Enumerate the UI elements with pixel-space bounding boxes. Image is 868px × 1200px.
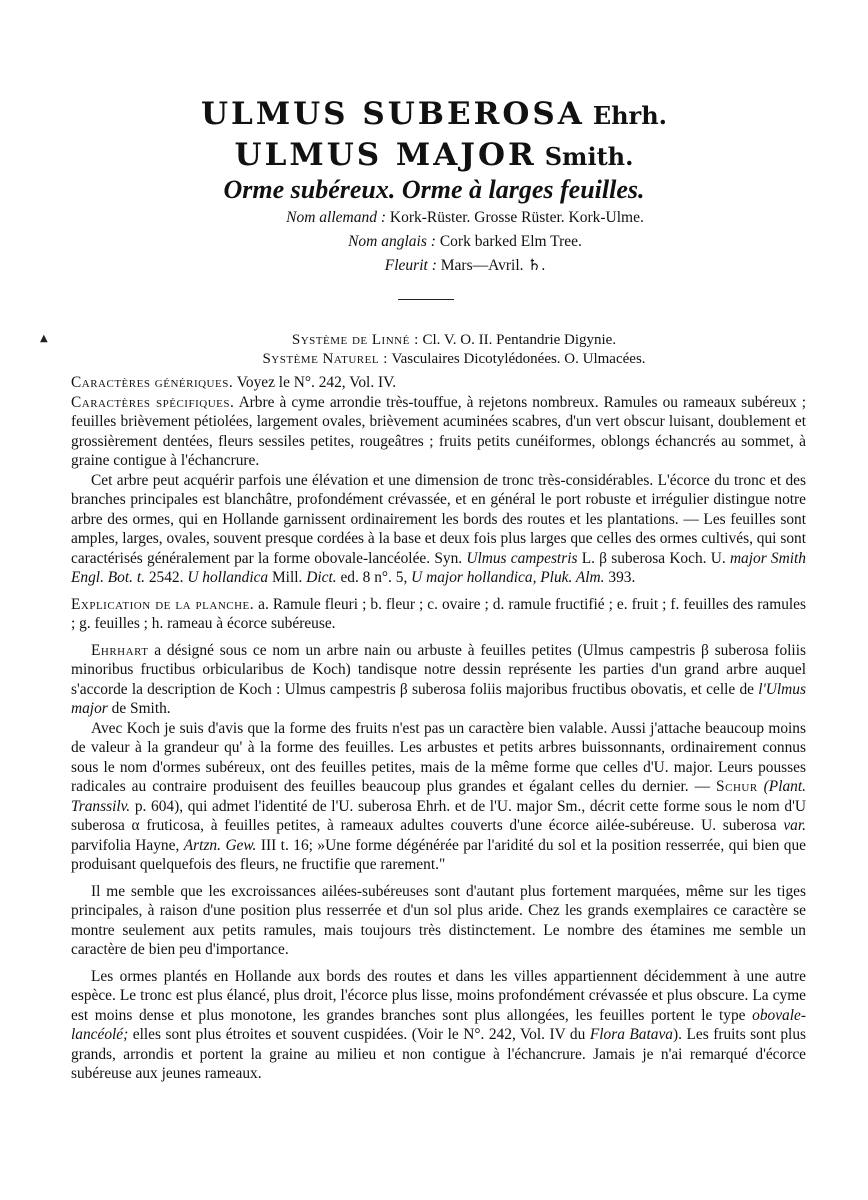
para1-text-c: 2542. bbox=[148, 569, 184, 586]
title2-name: ULMUS MAJOR bbox=[234, 137, 537, 173]
para3-italic-2: var. bbox=[783, 817, 806, 834]
para1-synonym-3: U hollandica bbox=[187, 569, 269, 586]
nom-anglais-line bbox=[205, 232, 725, 252]
para1-text-d: Mill. bbox=[271, 569, 303, 586]
margin-mark: ▲ bbox=[40, 333, 48, 344]
generiques-label: Caractères génériques. bbox=[71, 374, 234, 391]
specifiques-paragraph bbox=[71, 393, 806, 471]
explication-label: Explication de la planche. bbox=[71, 595, 255, 613]
fleurit-label: Fleurit : bbox=[384, 257, 437, 274]
para2-italic: l'Ulmus major bbox=[71, 680, 806, 717]
systeme-naturel-label: Système Naturel : bbox=[262, 351, 388, 367]
para2-text-b: de Smith. bbox=[111, 700, 171, 717]
explication-paragraph bbox=[71, 595, 806, 634]
ehrhart-paragraph bbox=[71, 641, 806, 719]
para5-italic-1: obovale-lancéolé; bbox=[71, 1006, 806, 1043]
para2-name: Ehrhart bbox=[91, 641, 149, 659]
para3-text-d: III t. 16; »Une forme dégénérée par l'aridité du sol et la position resserrée, qui bien que produisant quelquefois des fleurs, ne fructifie que rarement." bbox=[71, 836, 806, 873]
hollande-paragraph bbox=[71, 967, 806, 1084]
fleurit-value: Mars—Avril. ♄. bbox=[440, 257, 546, 274]
para1-text-e: ed. 8 n°. 5, bbox=[340, 569, 408, 586]
para3-text-c: parvifolia Hayne, bbox=[71, 836, 180, 854]
para5-text-b: elles sont plus étroites et souvent cuspidées. (Voir le N°. 242, Vol. IV du bbox=[132, 1026, 586, 1043]
koch-paragraph bbox=[71, 719, 806, 875]
nom-anglais-label: Nom anglais : bbox=[348, 233, 436, 250]
para3-italic-1: (Plant. Transsilv. bbox=[71, 778, 806, 815]
para1-synonym-2: major Smith Engl. Bot. t. bbox=[71, 549, 806, 586]
nom-allemand-label: Nom allemand : bbox=[286, 209, 386, 226]
systeme-linne-line bbox=[20, 330, 868, 350]
title1-author: Ehrh. bbox=[592, 101, 668, 130]
systeme-naturel-line bbox=[20, 349, 868, 369]
para3-italic-3: Artzn. Gew. bbox=[183, 836, 257, 854]
separator-rule bbox=[398, 299, 454, 300]
description-paragraph bbox=[71, 471, 806, 588]
explication-text: a. Ramule fleuri ; b. fleur ; c. ovaire ; d. ramule fructifié ; e. fruit ; f. feuilles des ramules ; g. feuilles ; h. rameau à écorce subéreuse. bbox=[71, 595, 806, 632]
para2-text-a: a désigné sous ce nom un arbre nain ou arbuste à feuilles petites (Ulmus campestris β suberosa foliis minoribus fructibus orbicularibus de Koch) tandisque notre dessin représente les parties d'un grand arbre auquel s'accorde la description de Koch : Ulmus campestris β suberosa foliis majoribus fructibus obovatis, et celle de bbox=[71, 641, 806, 698]
title2-author: Smith. bbox=[544, 142, 634, 171]
para5-italic-2: Flora Batava bbox=[589, 1026, 673, 1043]
systeme-linne-value: Cl. V. O. II. Pentandrie Digynie. bbox=[422, 332, 617, 348]
specifiques-label: Caractères spécifiques. bbox=[71, 393, 235, 411]
generiques-text: Voyez le N°. 242, Vol. IV. bbox=[236, 374, 397, 391]
excroissances-paragraph: Il me semble que les excroissances ailées-subéreuses sont d'autant plus fortement marquées, même sur les tiges principales, à raison d'une position plus resserrée et d'un sol plus aride. Chez les grands exemplaires ce caractère se montre seulement aux petits ramules, mais toujours très distinctement. Le nombre des étamines me semble un caractère de bien peu d'importance. bbox=[71, 882, 806, 958]
nom-allemand-line bbox=[205, 208, 725, 228]
specifiques-text: Arbre à cyme arrondie très-touffue, à rejetons nombreux. Ramules ou rameaux subéreux ; feuilles brièvement pétiolées, largement ovales, brièvement acuminées scabres, d'un vert obscur luisant, doublement et grossièrement dentées, fleurs sessiles petites, rougeâtres ; fruits petits cunéiformes, oblongs échancrés au sommet, à graine contigue à l'échancrure. bbox=[71, 393, 806, 469]
para1-text-f: 393. bbox=[608, 569, 636, 586]
para1-synonym-5: U major hollandica, Pluk. Alm. bbox=[411, 569, 605, 586]
para3-text-b: p. 604), qui admet l'identité de l'U. suberosa Ehrh. et de l'U. major Sm., décrit cette forme sous le nom d'U suberosa α fruticosa, à feuilles petites, à rameaux adultes couverts d'une écorce ailée-subéreuse. U. suberosa bbox=[71, 797, 806, 834]
systeme-naturel-value: Vasculaires Dicotylédonées. O. Ulmacées. bbox=[391, 351, 646, 367]
para1-synonym-4: Dict. bbox=[306, 569, 337, 586]
systeme-linne-label: Système de Linné : bbox=[291, 332, 419, 348]
body-text bbox=[71, 373, 806, 1084]
para5-text-c: ). Les fruits sont plus grands, arrondis et portent la graine au milieu et non contigue à l'échancrure. Jamais je n'ai remarqué d'écorce subéreuse aux jeunes rameaux. bbox=[71, 1026, 807, 1082]
para5-text-a: Les ormes plantés en Hollande aux bords des routes et dans les villes appartiennent décidemment à une autre espèce. Le tronc est plus élancé, plus droit, l'écorce plus lisse, moins profondément crévassée et plus obscure. La cyme est moins dense et plus monotone, les grandes branches sont plus allongées, les feuilles portent le type bbox=[71, 967, 806, 1024]
title-ulmus-major bbox=[0, 136, 868, 176]
para1-text-a: Cet arbre peut acquérir parfois une élévation et une dimension de tronc très-considérables. L'écorce du tronc et des branches principales est blanchâtre, profondément crévassée, et en général le port robuste et irrégulier distingue notre arbre des ormes, qui en Hollande garnissent ordinairement les bords des routes et les plantations. — Les feuilles sont amples, larges, ovales, souvent presque cordées à la base et deux fois plus larges que celles des ormes cultivés, qui sont caractérisés généralement par la forme obovale-lancéolée. Syn. bbox=[71, 471, 806, 567]
common-names: Orme subéreux. Orme à larges feuilles. bbox=[223, 175, 645, 204]
title-ulmus-suberosa bbox=[0, 95, 868, 135]
para1-text-b: L. β suberosa Koch. U. bbox=[581, 549, 726, 567]
para1-synonym-1: Ulmus campestris bbox=[466, 549, 578, 567]
title1-name: ULMUS SUBEROSA bbox=[200, 96, 585, 132]
nom-allemand-value: Kork-Rüster. Grosse Rüster. Kork-Ulme. bbox=[389, 209, 644, 226]
para3-text-a: Avec Koch je suis d'avis que la forme des fruits n'est pas un caractère bien valable. Aussi j'attache beaucoup moins de valeur à la grandeur qu' à la forme des feuilles. Les arbustes et petits arbres buissonnants, ordinairement connus sous le nom d'ormes subéreux, ont des feuilles petites, mais de la même forme que celles d'U. major. Leurs pousses radicales au contraire produisent des feuilles beaucoup plus grandes et égalant celles du dernier. — bbox=[71, 719, 806, 795]
fleurit-line bbox=[205, 256, 725, 276]
para3-name: Schur bbox=[716, 778, 758, 795]
generiques-paragraph bbox=[71, 373, 806, 393]
nom-anglais-value: Cork barked Elm Tree. bbox=[439, 233, 582, 250]
